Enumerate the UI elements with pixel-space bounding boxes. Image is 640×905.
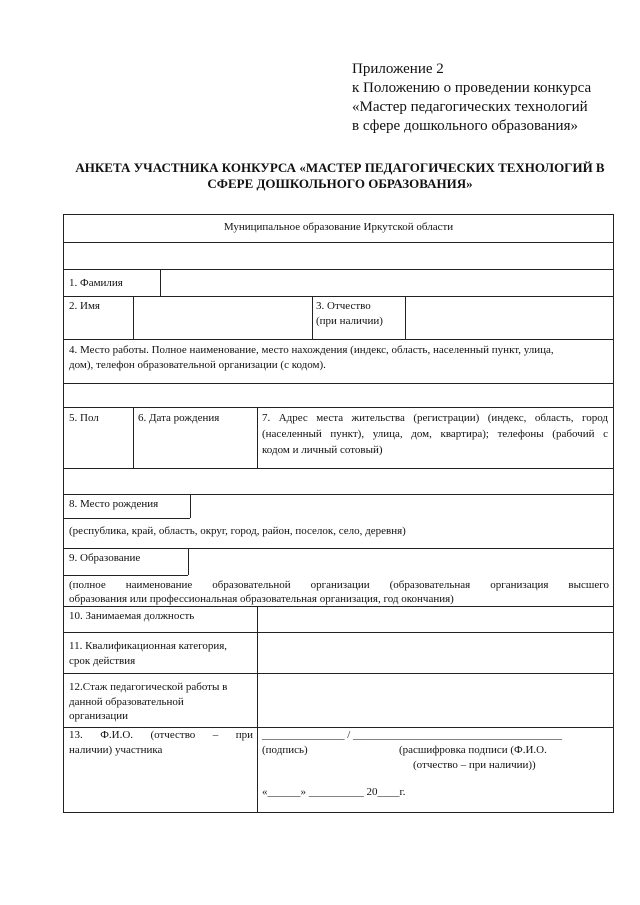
name-label: 2. Имя: [69, 300, 100, 312]
fio-label-2: наличии) участника: [69, 744, 163, 756]
position-input[interactable]: [259, 608, 610, 630]
annex-line-1: Приложение 2: [352, 61, 444, 77]
birthplace-hint: (республика, край, область, округ, город, район, поселок, село, деревня): [69, 525, 406, 537]
name-input[interactable]: [135, 298, 310, 337]
category-input[interactable]: [259, 634, 610, 671]
fio-label-1: 13. Ф.И.О. (отчество – при: [69, 729, 253, 741]
education-hint-2: образования или профессиональная образовательная организация, год окончания): [69, 593, 454, 605]
education-label: 9. Образование: [69, 552, 141, 564]
questionnaire-table: [63, 214, 614, 813]
municipality-label: Муниципальное образование Иркутской области: [223, 221, 454, 233]
signature-label: (подпись): [262, 744, 308, 756]
form-title-line-1: АНКЕТА УЧАСТНИКА КОНКУРСА «МАСТЕР ПЕДАГОГИЧЕСКИХ ТЕХНОЛОГИЙ В: [75, 160, 605, 175]
form-title: [60, 160, 620, 192]
experience-label-2: данной образовательной: [69, 696, 184, 708]
workplace-input[interactable]: [66, 385, 611, 405]
category-label-2: срок действия: [69, 655, 136, 667]
date-line[interactable]: «______» __________ 20____г.: [262, 786, 406, 798]
annex-line-2: к Положению о проведении конкурса: [352, 80, 592, 96]
address-label-3: кодом и личный сотовый): [262, 444, 383, 456]
address-label-1: 7. Адрес места жительства (регистрации) (индекс, область, город: [262, 412, 608, 424]
birthplace-label: 8. Место рождения: [69, 498, 159, 510]
annex-line-4: в сфере дошкольного образования»: [352, 118, 578, 134]
birthplace-input[interactable]: [192, 496, 610, 516]
education-input[interactable]: [190, 550, 610, 573]
workplace-label-2: дом), телефон образовательной организации (с кодом).: [69, 359, 326, 371]
education-hint-1: (полное наименование образовательной организации (образовательная организация высшего: [69, 579, 609, 591]
position-label: 10. Занимаемая должность: [69, 610, 195, 622]
signature-line[interactable]: _______________ / ______________________________________: [262, 729, 563, 741]
sex-label: 5. Пол: [69, 412, 99, 424]
experience-label-1: 12.Стаж педагогической работы в: [69, 681, 228, 693]
experience-label-3: организации: [69, 710, 129, 722]
birthdate-label: 6. Дата рождения: [138, 412, 220, 424]
form-title-line-2: СФЕРЕ ДОШКОЛЬНОГО ОБРАЗОВАНИЯ»: [207, 176, 473, 191]
patronymic-label-2: (при наличии): [316, 315, 383, 327]
address-label-2: (населенный пункт), улица, дом, квартира); телефоны (рабочий с: [262, 428, 608, 440]
signature-decode-label-1: (расшифровка подписи (Ф.И.О.: [399, 744, 547, 756]
signature-decode-label-2: (отчество – при наличии)): [413, 759, 536, 771]
workplace-label-1: 4. Место работы. Полное наименование, место нахождения (индекс, область, населенный пункт, улица,: [69, 344, 554, 356]
surname-label: 1. Фамилия: [69, 277, 123, 289]
annex-block: [352, 60, 591, 136]
patronymic-input[interactable]: [407, 298, 610, 337]
category-label-1: 11. Квалификационная категория,: [69, 640, 228, 652]
experience-input[interactable]: [259, 675, 610, 725]
patronymic-label-1: 3. Отчество: [316, 300, 371, 312]
annex-line-3: «Мастер педагогических технологий: [352, 99, 588, 115]
surname-input[interactable]: [162, 271, 610, 294]
